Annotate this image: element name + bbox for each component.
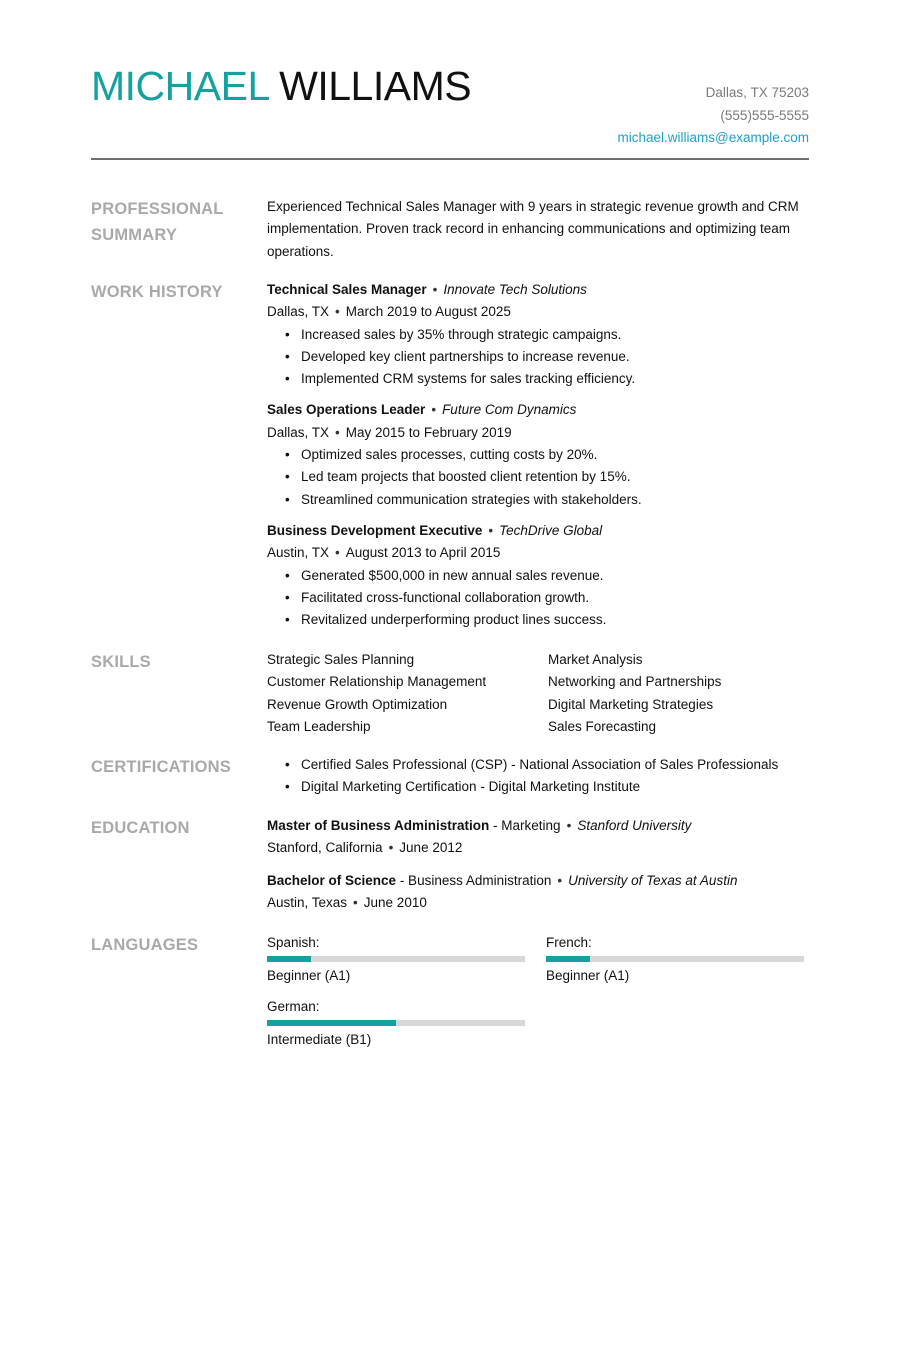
separator-dot: • bbox=[566, 818, 572, 833]
work-history-list bbox=[267, 279, 812, 640]
job-header bbox=[267, 520, 812, 542]
company-name: TechDrive Global bbox=[499, 522, 603, 538]
certification-bullets bbox=[267, 754, 812, 799]
bullet-item: • Led team projects that boosted client retention by 15%. bbox=[285, 466, 812, 488]
language-level: Beginner (A1) bbox=[267, 968, 351, 984]
certification-item: • Certified Sales Professional (CSP) - National Association of Sales Professionals bbox=[285, 754, 812, 776]
field-of-study: - Business Administration bbox=[396, 872, 552, 888]
bullet-item: • Generated $500,000 in new annual sales revenue. bbox=[285, 565, 812, 587]
job-dates: March 2019 to August 2025 bbox=[345, 304, 511, 320]
header-divider bbox=[91, 158, 809, 160]
candidate-name bbox=[91, 62, 471, 110]
separator-dot: • bbox=[557, 872, 563, 888]
job-meta bbox=[267, 301, 812, 323]
bullet-item: • Increased sales by 35% through strategic campaigns. bbox=[285, 324, 812, 346]
language-level: Intermediate (B1) bbox=[267, 1031, 372, 1047]
proficiency-bar bbox=[546, 956, 804, 962]
job-entry bbox=[267, 399, 812, 510]
job-bullets bbox=[267, 324, 812, 391]
proficiency-fill bbox=[267, 1020, 396, 1026]
section-title: SKILLS bbox=[91, 653, 151, 671]
certifications-list bbox=[267, 754, 812, 799]
education-entry bbox=[267, 870, 812, 915]
degree: Master of Business Administration bbox=[267, 818, 490, 833]
section-title: LANGUAGES bbox=[91, 936, 199, 954]
field-of-study: - Marketing bbox=[489, 818, 561, 833]
skill-item: Strategic Sales Planning bbox=[267, 652, 415, 667]
skills-grid bbox=[267, 649, 812, 738]
section-title: WORK HISTORY bbox=[91, 283, 223, 301]
language-name: German: bbox=[267, 998, 320, 1014]
education-entry bbox=[267, 815, 812, 860]
separator-dot: • bbox=[335, 424, 340, 440]
separator-dot: • bbox=[353, 894, 358, 910]
education-header bbox=[267, 870, 812, 892]
proficiency-fill bbox=[546, 956, 590, 962]
language-item bbox=[546, 932, 812, 988]
language-item bbox=[267, 996, 546, 1052]
school-location: Stanford, California bbox=[267, 840, 383, 856]
proficiency-bar bbox=[267, 1020, 525, 1026]
last-name: WILLIAMS bbox=[279, 63, 472, 109]
separator-dot: • bbox=[432, 282, 438, 297]
first-name: MICHAEL bbox=[91, 63, 269, 109]
school-name: University of Texas at Austin bbox=[568, 872, 738, 888]
skill-item: Customer Relationship Management bbox=[267, 674, 487, 690]
degree: Bachelor of Science bbox=[267, 872, 397, 888]
separator-dot: • bbox=[431, 402, 437, 418]
email-link[interactable]: michael.williams@example.com bbox=[617, 130, 809, 145]
section-title: PROFESSIONAL SUMMARY bbox=[91, 200, 224, 244]
job-dates: August 2013 to April 2015 bbox=[345, 545, 501, 561]
separator-dot: • bbox=[335, 304, 340, 320]
certification-item: • Digital Marketing Certification - Digital Marketing Institute bbox=[285, 776, 812, 798]
job-title: Sales Operations Leader bbox=[267, 402, 426, 418]
education-list bbox=[267, 815, 812, 924]
job-meta bbox=[267, 542, 812, 564]
school-location: Austin, Texas bbox=[267, 894, 348, 910]
job-bullets bbox=[267, 444, 812, 511]
section-title: CERTIFICATIONS bbox=[91, 758, 231, 776]
job-entry bbox=[267, 520, 812, 631]
education-meta bbox=[267, 837, 812, 859]
bullet-item: • Facilitated cross-functional collaboration growth. bbox=[285, 587, 812, 609]
company-name: Future Com Dynamics bbox=[442, 402, 577, 418]
separator-dot: • bbox=[488, 522, 494, 538]
job-title: Technical Sales Manager bbox=[267, 282, 427, 297]
job-entry bbox=[267, 279, 812, 390]
company-name: Innovate Tech Solutions bbox=[443, 282, 587, 297]
skill-item: Revenue Growth Optimization bbox=[267, 696, 448, 712]
proficiency-fill bbox=[267, 956, 311, 962]
proficiency-bar bbox=[267, 956, 525, 962]
bullet-item: • Implemented CRM systems for sales tracking efficiency. bbox=[285, 368, 812, 390]
job-header bbox=[267, 399, 812, 421]
graduation-date: June 2010 bbox=[363, 894, 427, 910]
language-level: Beginner (A1) bbox=[546, 968, 630, 984]
section-title: EDUCATION bbox=[91, 819, 190, 837]
separator-dot: • bbox=[335, 545, 340, 561]
education-meta bbox=[267, 892, 812, 914]
skill-item: Team Leadership bbox=[267, 718, 371, 734]
job-dates: May 2015 to February 2019 bbox=[345, 424, 512, 440]
job-header bbox=[267, 279, 812, 301]
skill-item: Sales Forecasting bbox=[548, 718, 657, 734]
job-location: Dallas, TX bbox=[267, 304, 330, 320]
bullet-item: • Developed key client partnerships to increase revenue. bbox=[285, 346, 812, 368]
language-name: French: bbox=[546, 935, 592, 950]
bullet-item: • Optimized sales processes, cutting costs by 20%. bbox=[285, 444, 812, 466]
separator-dot: • bbox=[388, 840, 394, 856]
languages-grid bbox=[267, 932, 812, 1051]
phone: (555)555-5555 bbox=[720, 107, 809, 123]
job-location: Austin, TX bbox=[267, 545, 330, 561]
skill-item: Networking and Partnerships bbox=[548, 674, 722, 690]
education-header bbox=[267, 815, 812, 837]
job-meta bbox=[267, 422, 812, 444]
bullet-item: • Streamlined communication strategies with stakeholders. bbox=[285, 489, 812, 511]
language-name: Spanish: bbox=[267, 935, 320, 950]
contact-info bbox=[617, 82, 809, 150]
graduation-date: June 2012 bbox=[399, 840, 463, 856]
job-title: Business Development Executive bbox=[267, 522, 483, 538]
skill-item: Digital Marketing Strategies bbox=[548, 696, 714, 712]
language-item bbox=[267, 932, 546, 988]
job-location: Dallas, TX bbox=[267, 424, 330, 440]
bullet-item: • Revitalized underperforming product lines success. bbox=[285, 609, 812, 631]
skill-item: Market Analysis bbox=[548, 652, 643, 667]
school-name: Stanford University bbox=[577, 818, 692, 833]
resume-header bbox=[91, 62, 809, 162]
address: Dallas, TX 75203 bbox=[705, 85, 809, 100]
summary-text: Experienced Technical Sales Manager with 9 years in strategic revenue growth and CRM implementation. Proven track record in enhancing communications and optimizing team operations. bbox=[267, 199, 799, 259]
job-bullets bbox=[267, 565, 812, 632]
